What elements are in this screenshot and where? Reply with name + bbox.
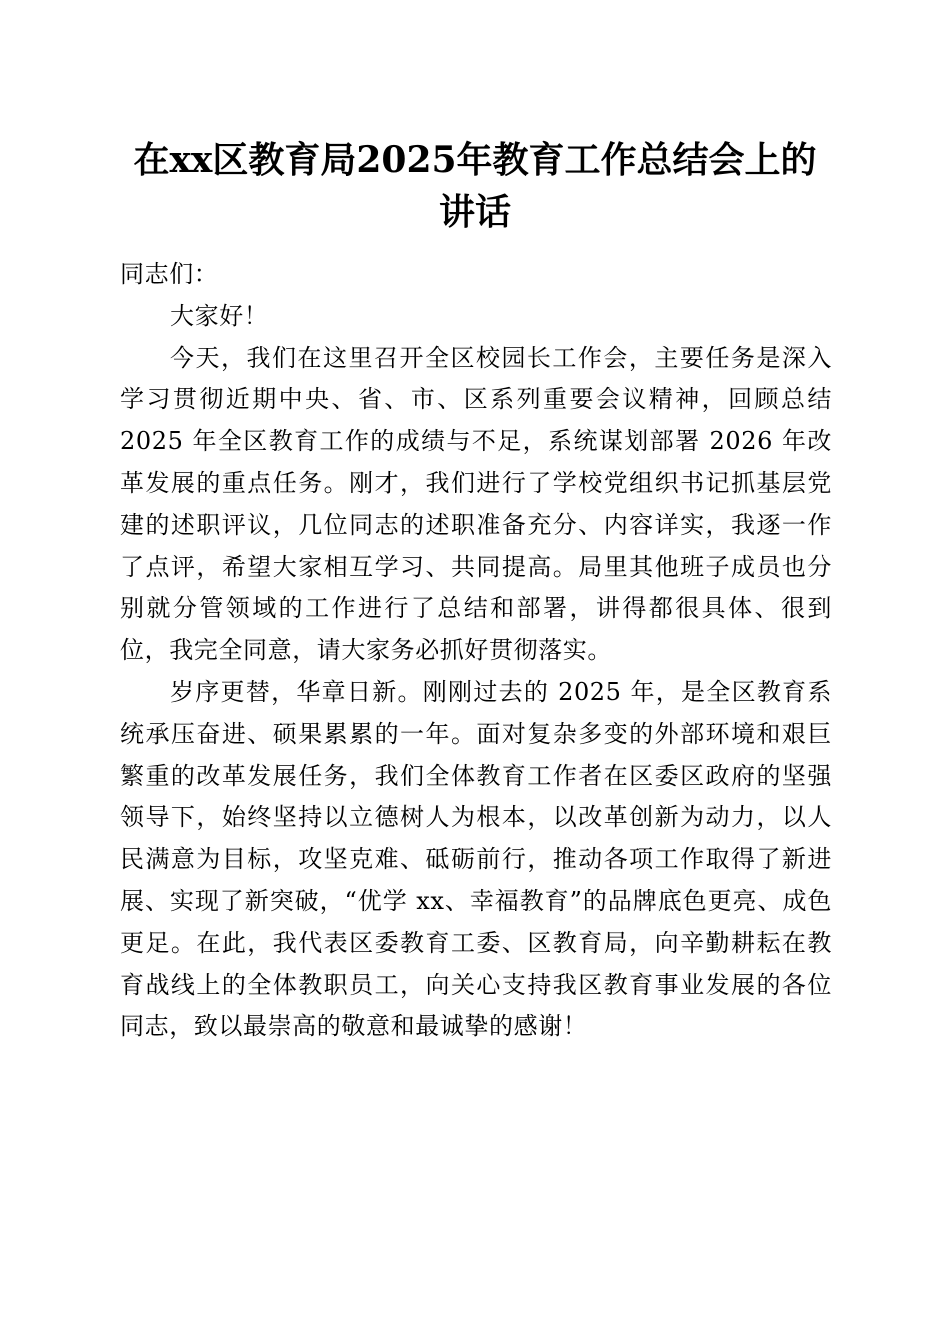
paragraph-meeting-purpose: 今天，我们在这里召开全区校园长工作会，主要任务是深入学习贯彻近期中央、省、市、区系列重要会议精神，回顾总结 2025 年全区教育工作的成绩与不足，系统谋划部署 2026 年改革发展的重点任务。刚才，我们进行了学校党组织书记抓基层党建的述职评议，几位同志的述职准备充分、内容详实，我逐一作了点评，希望大家相互学习、共同提高。局里其他班子成员也分别就分管领域的工作进行了总结和部署，讲得都很具体、很到位，我完全同意，请大家务必抓好贯彻落实。 bbox=[120, 343, 832, 665]
document-body bbox=[120, 254, 832, 1048]
paragraph-greeting: 大家好！ bbox=[170, 301, 269, 330]
salutation: 同志们： bbox=[120, 260, 219, 288]
paragraph-year-review: 岁序更替，华章日新。刚刚过去的 2025 年，是全区教育系统承压奋进、硕果累累的一年。面对复杂多变的外部环境和艰巨繁重的改革发展任务，我们全体教育工作者在区委区政府的坚强领导下，始终坚持以立德树人为根本，以改革创新为动力，以人民满意为目标，攻坚克难、砥砺前行，推动各项工作取得了新进展、实现了新突破，“优学 xx、幸福教育”的品牌底色更亮、成色更足。在此，我代表区委教育工委、区教育局，向辛勤耕耘在教育战线上的全体教职员工，向关心支持我区教育事业发展的各位同志，致以最崇高的敬意和最诚挚的感谢！ bbox=[120, 677, 832, 1041]
document-title: 在xx区教育局2025年教育工作总结会上的讲话 bbox=[133, 139, 817, 233]
